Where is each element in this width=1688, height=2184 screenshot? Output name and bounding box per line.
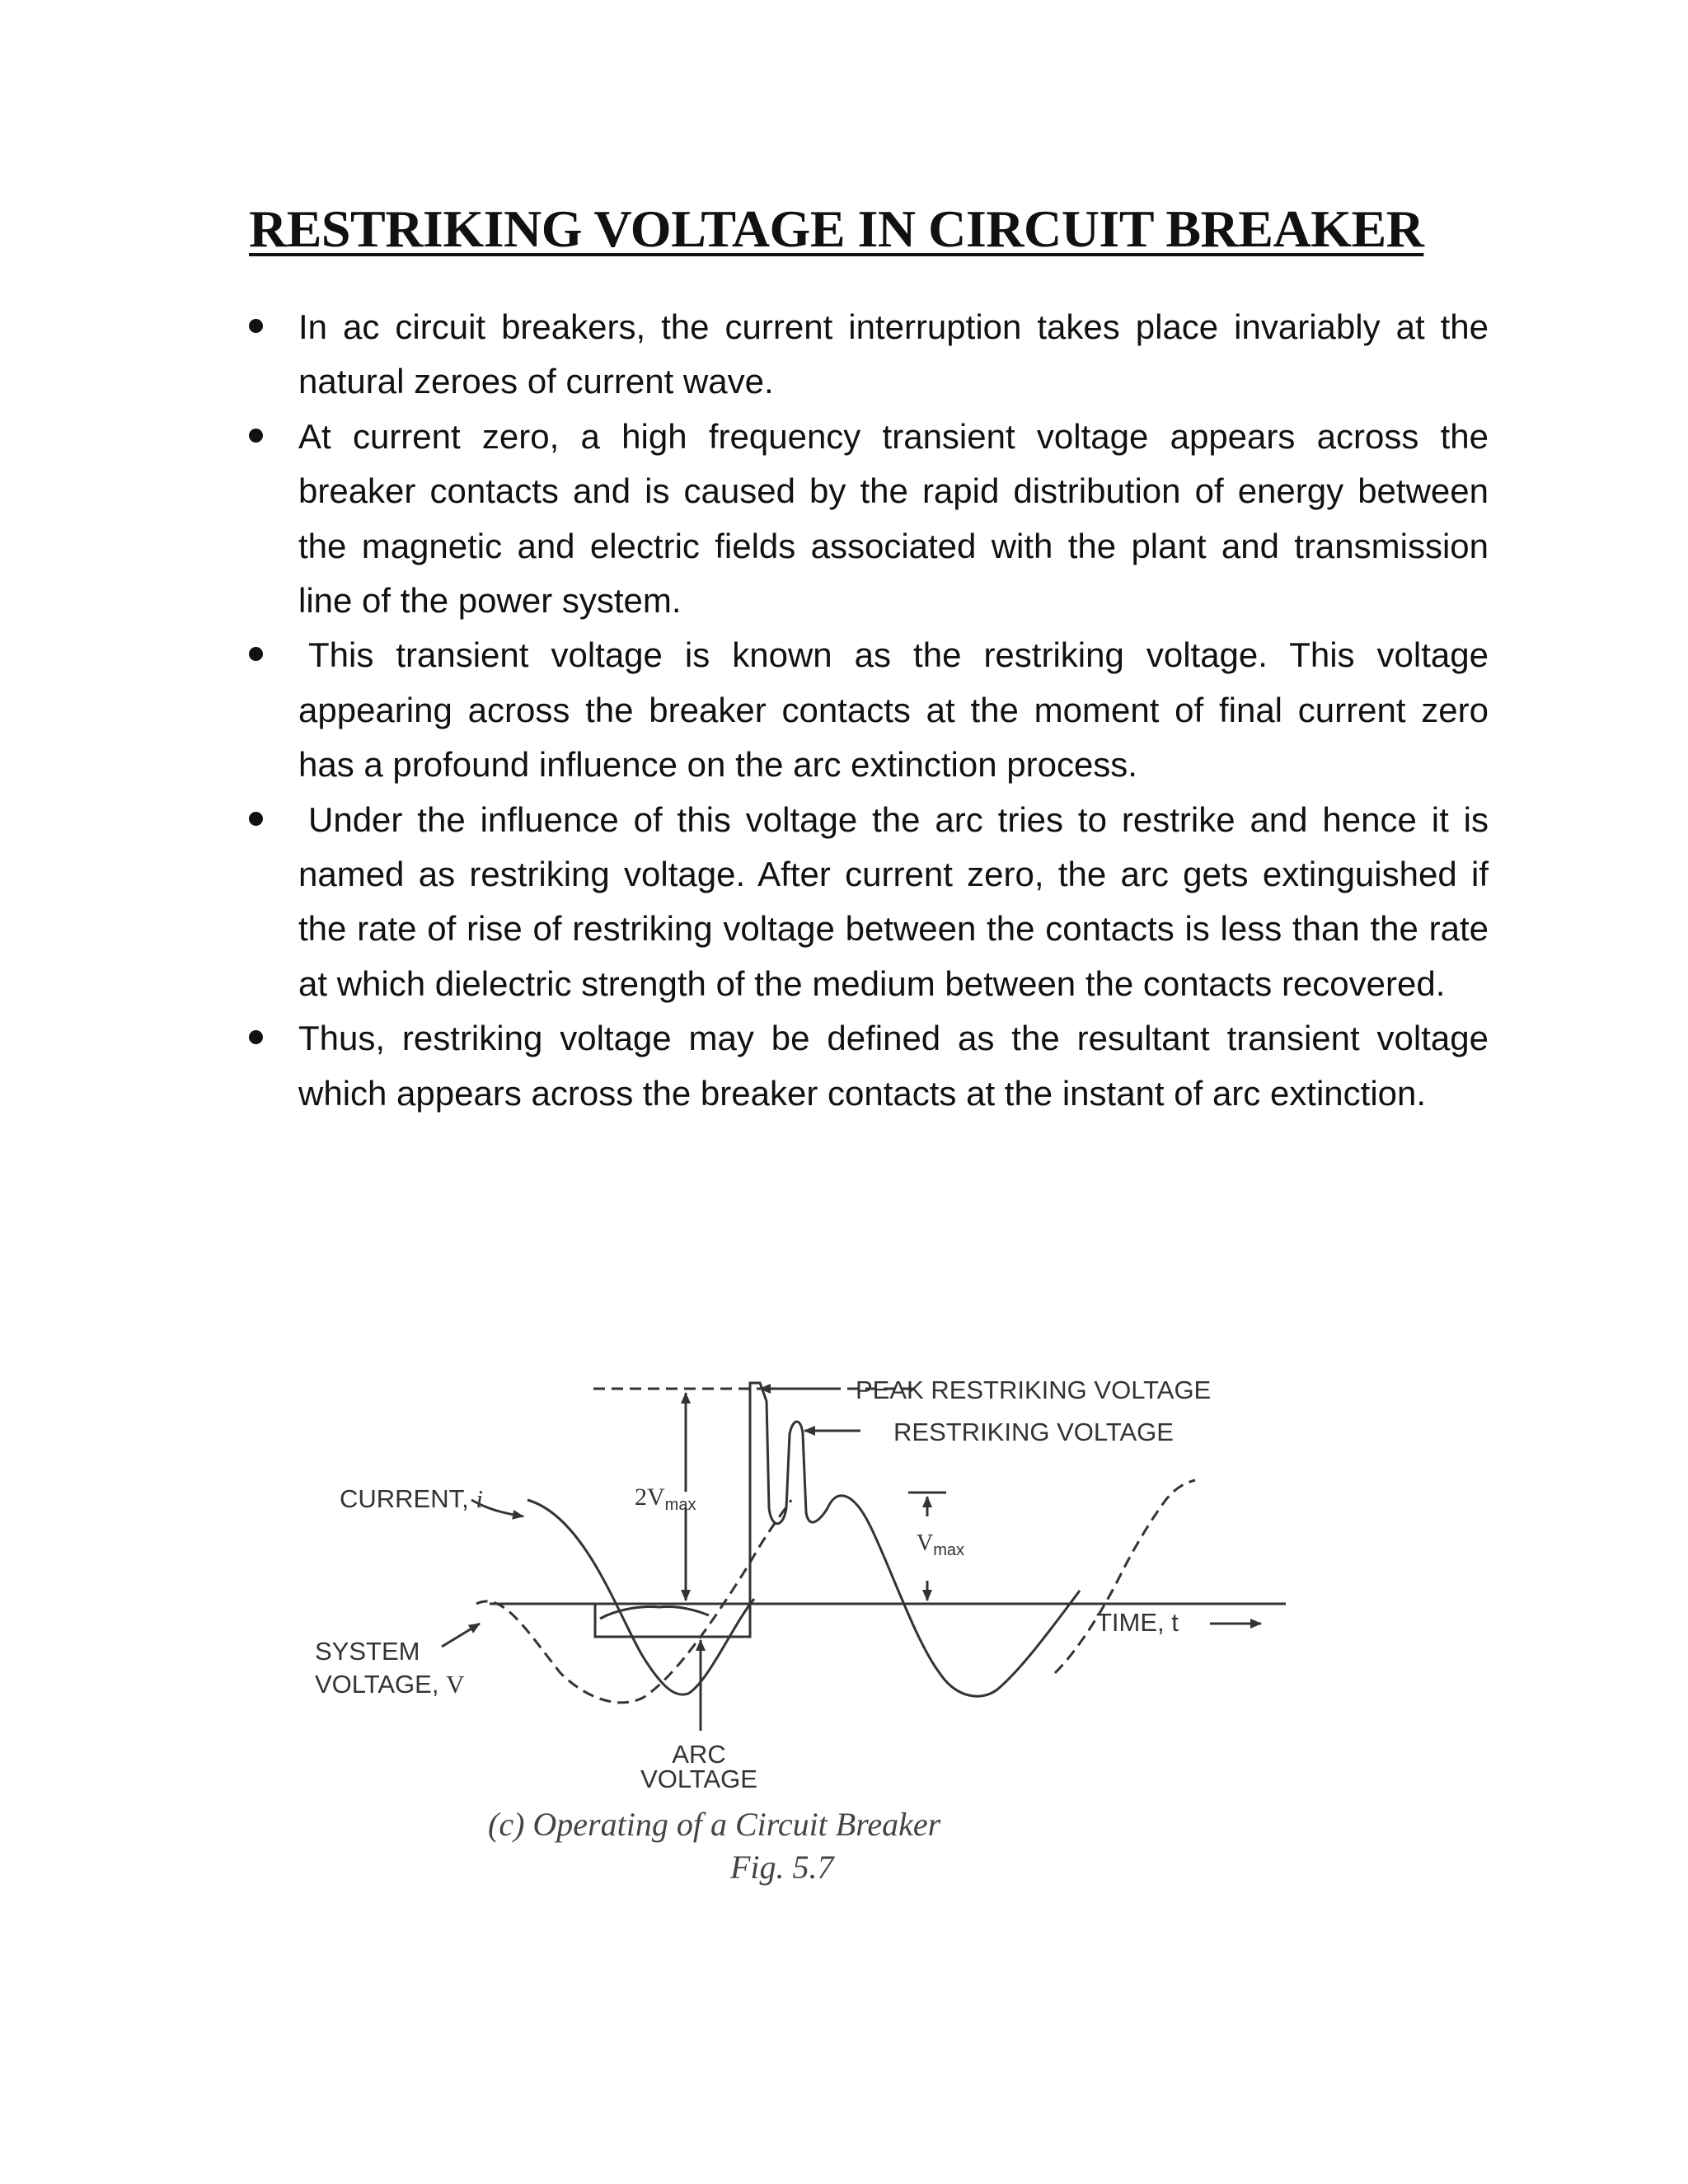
figure-caption: (c) Operating of a Circuit Breaker xyxy=(488,1806,941,1843)
bullet-icon xyxy=(249,647,263,661)
bullet-icon xyxy=(249,429,263,443)
vmax-label: $V_{max}$ xyxy=(917,1530,965,1559)
bullet-text: Under the influence of this voltage the arc tries to restrike and hence it is named as restriking voltage. After current zero, the arc gets extinguished if the rate of rise of restriking voltage between the contacts is less than the rate at which dielectric strength of the medium between the contacts recovered. xyxy=(298,799,1489,1003)
bullet-text: This transient voltage is known as the restriking voltage. This voltage appearing across the breaker contacts at the moment of final current zero has a profound influence on the arc extinction process. xyxy=(298,635,1489,785)
peak-restriking-label: PEAK RESTRIKING VOLTAGE xyxy=(856,1376,1212,1404)
figure-number: Fig. 5.7 xyxy=(730,1849,834,1886)
arc-voltage-label: ARC VOLTAGE xyxy=(640,1740,757,1793)
list-item xyxy=(249,793,1489,1012)
bullet-list xyxy=(249,300,1489,1121)
restriking-label: RESTRIKING VOLTAGE xyxy=(893,1418,1174,1446)
bullet-text: At current zero, a high frequency transient voltage appears across the breaker contacts and is caused by the rapid distribution of energy between the magnetic and electric fields associated with the plant and transmission line of the power system. xyxy=(298,416,1489,621)
system-voltage-wave-right xyxy=(1055,1480,1195,1673)
list-item xyxy=(249,300,1489,410)
system-voltage-label: SYSTEM VOLTAGE, V xyxy=(315,1637,465,1699)
bullet-text: In ac circuit breakers, the current interruption takes place invariably at the natural zeroes of current wave. xyxy=(298,307,1489,401)
arc-voltage-curve xyxy=(600,1606,709,1619)
two-vmax-label: $2V_{max}$ xyxy=(635,1483,696,1514)
bullet-icon xyxy=(249,319,263,333)
bullet-icon xyxy=(249,812,263,826)
page-title: RESTRIKING VOLTAGE IN CIRCUIT BREAKER xyxy=(249,199,1424,258)
list-item xyxy=(249,410,1489,629)
bullet-text: Thus, restriking voltage may be defined as the resultant transient voltage which appears across the breaker contacts at the instant of arc extinction. xyxy=(298,1019,1489,1113)
system-voltage-wave xyxy=(476,1500,791,1703)
list-item xyxy=(249,1011,1489,1121)
current-wave xyxy=(528,1500,754,1694)
circuit-breaker-figure xyxy=(288,1343,1335,1912)
time-label: TIME, t xyxy=(1096,1608,1179,1637)
bullet-icon xyxy=(249,1030,263,1044)
list-item xyxy=(249,628,1489,792)
current-label: CURRENT, i xyxy=(340,1484,483,1513)
voltage-spike xyxy=(750,1383,769,1604)
